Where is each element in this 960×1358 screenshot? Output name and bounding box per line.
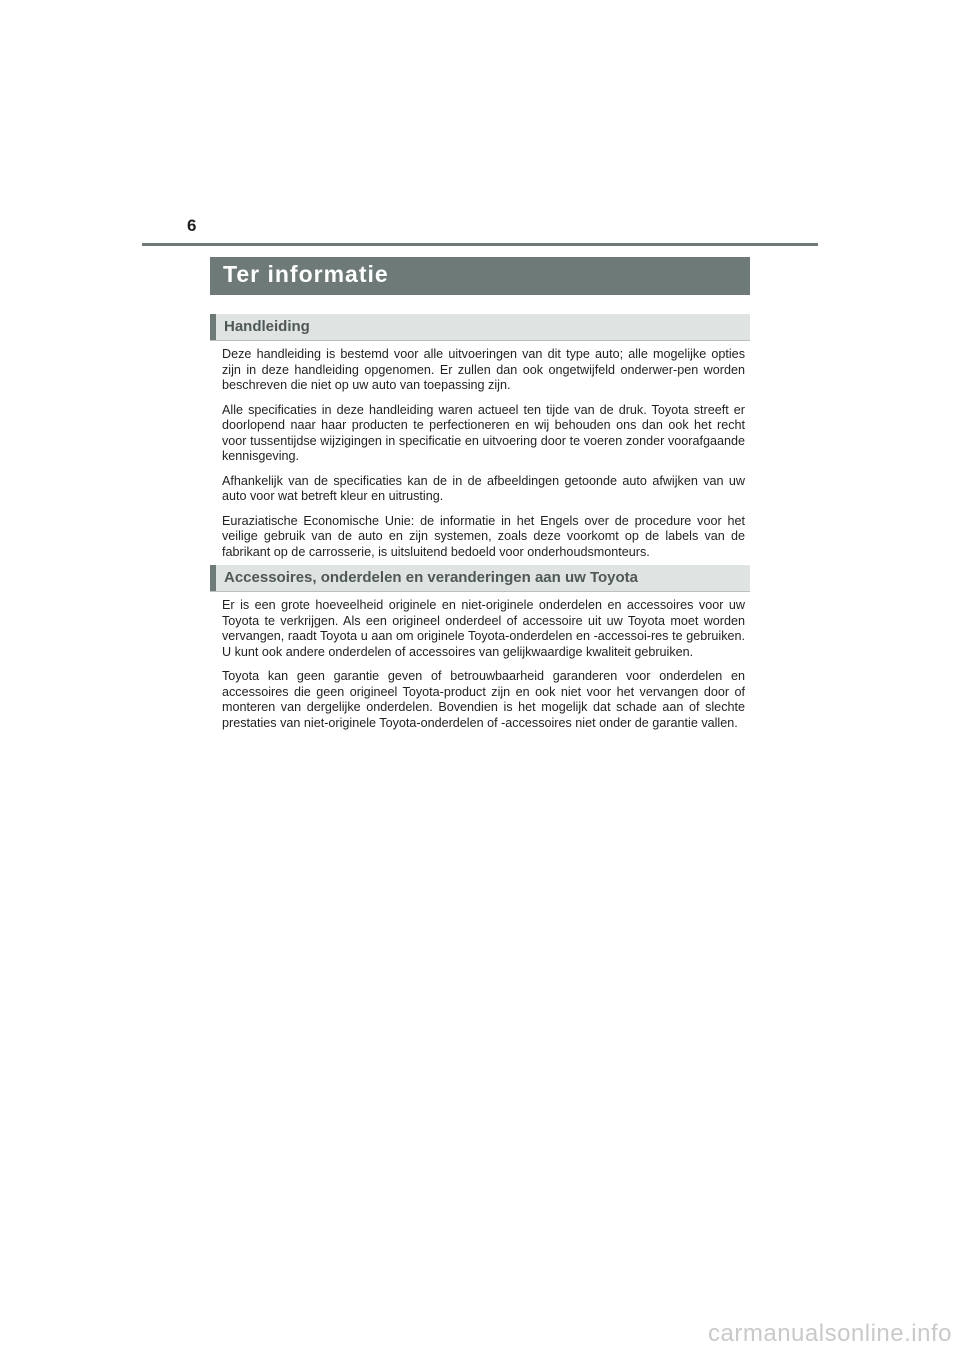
paragraph: Deze handleiding is bestemd voor alle uitvoeringen van dit type auto; alle mogelijke opties zijn in deze handleiding opgenomen. Er zullen dan ook ongetwijfeld onderwer-pen worden beschreven die niet op uw auto van toepassing zijn.	[222, 347, 745, 392]
paragraph: Euraziatische Economische Unie: de informatie in het Engels over de procedure voor het veilige gebruik van de auto en zijn systemen, zoals deze voorkomt op de labels van de fabrikant op de carrosserie, is uitsluitend bedoeld voor onderhoudsmonteurs.	[222, 513, 745, 559]
page-number: 6	[187, 216, 197, 235]
paragraph: Afhankelijk van de specificaties kan de in de afbeeldingen getoonde auto afwijken van uw auto voor wat betreft kleur en uitrusting.	[222, 473, 745, 503]
section-heading-accessoires	[210, 565, 750, 592]
section-heading-label: Accessoires, onderdelen en veranderingen aan uw Toyota	[224, 569, 639, 586]
chapter-title-bar	[210, 257, 750, 295]
section-heading-marker	[210, 565, 216, 591]
section-heading-handleiding	[210, 314, 750, 341]
section-body-handleiding	[222, 347, 745, 569]
paragraph: Toyota kan geen garantie geven of betrouwbaarheid garanderen voor onderdelen en accessoires die geen origineel Toyota-product zijn en ook niet voor het vervangen door of monteren van dergelijke onderdelen. Bovendien is het mogelijk dat schade aan of slechte prestaties van niet-originele Toyota-onderdelen of -accessoires niet onder de garantie vallen.	[222, 669, 745, 730]
header-rule	[142, 243, 818, 246]
paragraph: Er is een grote hoeveelheid originele en niet-originele onderdelen en accessoires voor uw Toyota te verkrijgen. Als een origineel onderdeel of accessoire uit uw Toyota moet worden vervangen, raadt Toyota u aan om originele Toyota-onderdelen en -accessoi-res te gebruiken. U kunt ook andere onderdelen of accessoires van gelijkwaardige kwaliteit gebruiken.	[222, 598, 745, 659]
watermark: carmanualsonline.info	[708, 1320, 952, 1347]
section-heading-marker	[210, 314, 216, 340]
section-body-accessoires	[222, 598, 745, 740]
section-heading-label: Handleiding	[224, 318, 310, 335]
paragraph: Alle specificaties in deze handleiding waren actueel ten tijde van de druk. Toyota streeft er doorlopend naar haar producten te perfectioneren en wij behouden ons dan ook het recht voor tussentijdse wijzigingen in specificatie en uitvoering door te voeren zonder voorafgaande kennisgeving.	[222, 402, 745, 463]
chapter-title: Ter informatie	[223, 261, 389, 287]
